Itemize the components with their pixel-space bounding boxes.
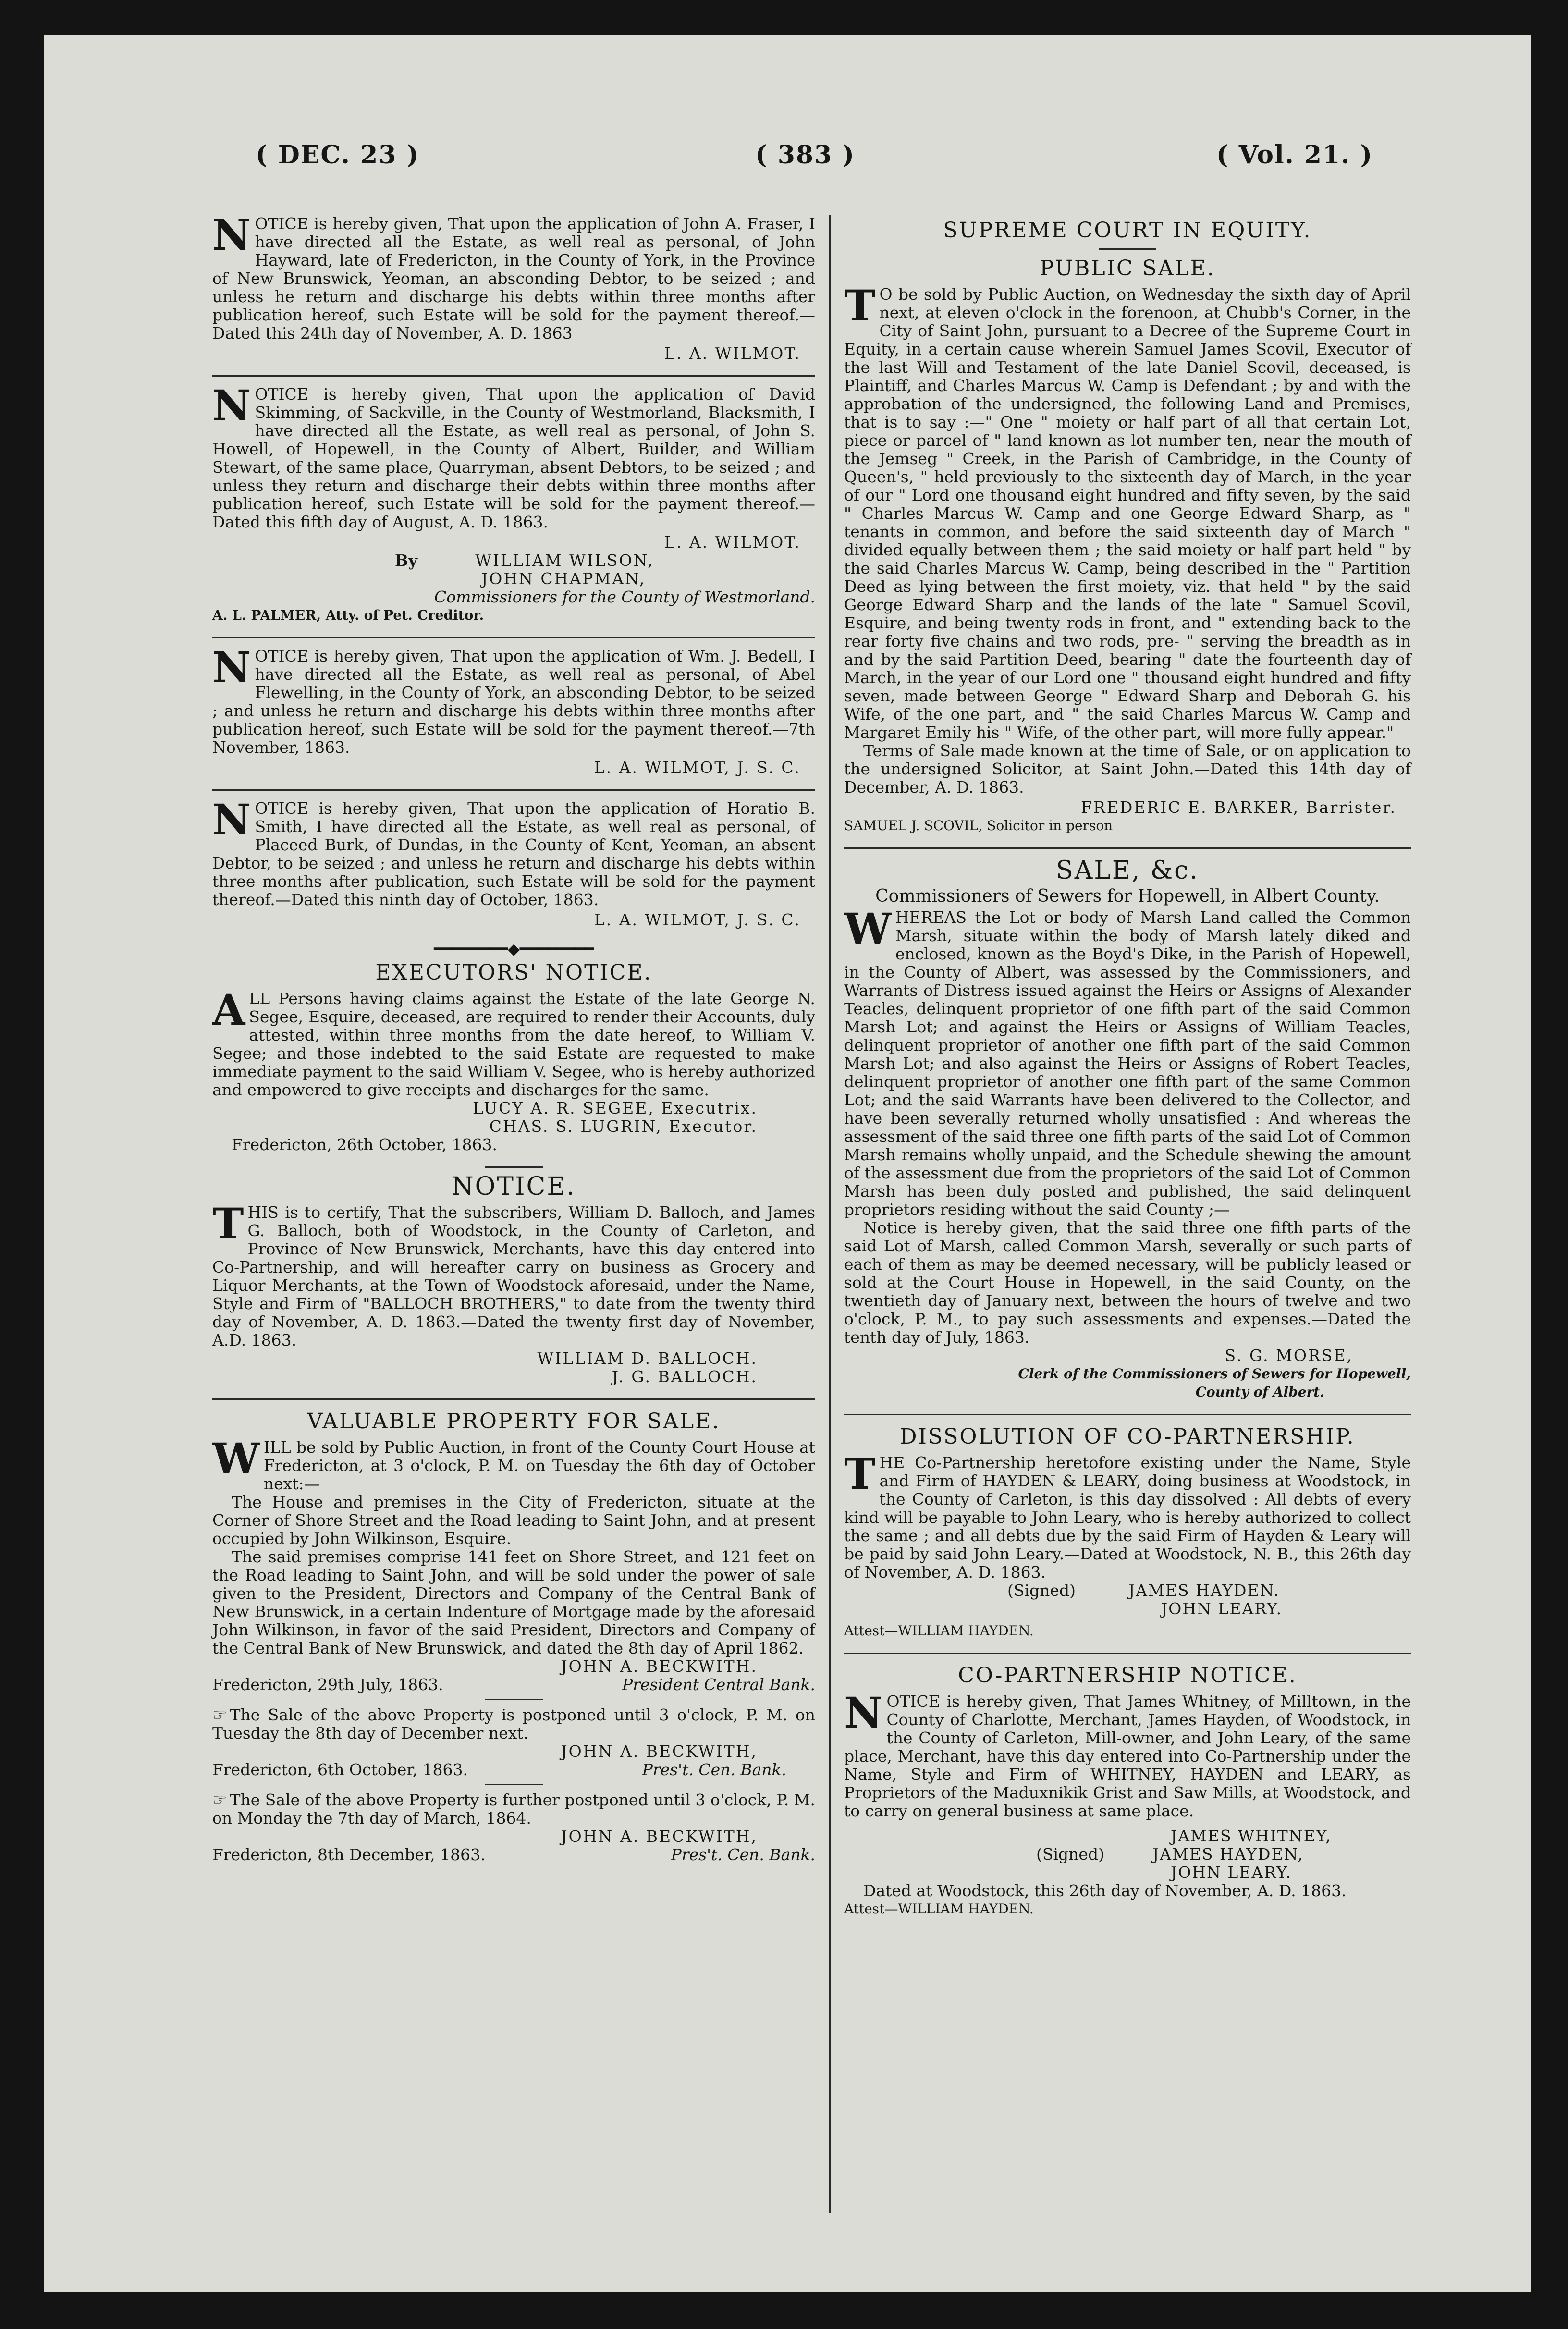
signed-label: (Signed) bbox=[1007, 1581, 1076, 1600]
dropcap: N bbox=[844, 1688, 883, 1738]
dropcap: N bbox=[212, 210, 251, 260]
dropcap: W bbox=[844, 904, 892, 954]
signature: JOHN A. BECKWITH. bbox=[561, 1657, 758, 1676]
signature-title: County of Albert. bbox=[1195, 1384, 1324, 1400]
notice-body: OTICE is hereby given, That upon the application of Wm. J. Bedell, I have directed all the Estate, as well real as personal, of Abel Flewelling, in the County of York, an absconding Debtor, to be seized ; and unless he return and discharge his debts within three months after publication hereof, such Estate will be sold for the payment thereof.—7th November, 1863. bbox=[212, 647, 815, 757]
notice-body: HE Co-Partnership heretofore existing under the Name, Style and Firm of HAYDEN & LEARY, doing business at Woodstock, in the County of Carleton, is this day dissolved : All debts of every kind will be payable to John Leary, who is hereby authorized to collect the same ; and all debts due by the said Firm of Hayden & Leary will be paid by said John Leary.—Dated at Woodstock, N. B., this 26th day of November, A. D. 1863. bbox=[844, 1453, 1411, 1581]
notice-date: Dated at Woodstock, this 26th day of November, A. D. 1863. bbox=[863, 1881, 1347, 1900]
postponement-notice: The Sale of the above Property is postponed until 3 o'clock, P. M. on Tuesday the 8th day of December next. bbox=[212, 1705, 815, 1742]
notice-body: ILL be sold by Public Auction, in front of the County Court House at Fredericton, at 3 o'clock, P. M. on Tuesday the 6th day of October next:— bbox=[263, 1438, 815, 1493]
dropcap: T bbox=[844, 281, 876, 331]
signature: JAMES WHITNEY, bbox=[1171, 1826, 1332, 1845]
attest-line: Attest—WILLIAM HAYDEN. bbox=[844, 1901, 1034, 1917]
supreme-court-sale bbox=[844, 218, 1411, 835]
dropcap: N bbox=[212, 380, 251, 430]
signature: S. G. MORSE, bbox=[1225, 1346, 1353, 1365]
commissioner-name: WILLIAM WILSON, bbox=[475, 551, 654, 570]
divider bbox=[844, 1653, 1411, 1654]
notice-date: Fredericton, 8th December, 1863. bbox=[212, 1845, 486, 1864]
signature: CHAS. S. LUGRIN, Executor. bbox=[489, 1117, 758, 1136]
signature: JAMES HAYDEN, bbox=[1152, 1845, 1304, 1863]
notice-body: LL Persons having claims against the Estate of the late George N. Segee, Esquire, deceased, are required to render their Accounts, duly attested, within three months from the date hereof, to William V. Segee; and those indebted to the said Estate are requested to make immediate payment to the said William V. Segee, who is hereby authorized and empowered to give receipts and discharges for the same. bbox=[212, 989, 815, 1099]
signature-title: Pres't. Cen. Bank. bbox=[671, 1845, 815, 1864]
signature: FREDERIC E. BARKER, Barrister. bbox=[1081, 798, 1396, 817]
section-title: CO-PARTNERSHIP NOTICE. bbox=[958, 1663, 1297, 1688]
section-subtitle: PUBLIC SALE. bbox=[1040, 256, 1215, 281]
notice-paragraph: The said premises comprise 141 feet on Shore Street, and 121 feet on the Road leading to Saint John, and will be sold under the power of sale given to the President, Directors and Company of the Central Bank of New Brunswick, in a certain Indenture of Mortgage made by the aforesaid John Wilkinson, in favor of the said President, Directors and Company of the Central Bank of New Brunswick, and dated the 8th day of April 1862. bbox=[212, 1547, 815, 1657]
section-subtitle: Commissioners of Sewers for Hopewell, in Albert County. bbox=[875, 886, 1380, 906]
copartnership-notice bbox=[844, 1663, 1411, 1918]
signature: JOHN LEARY. bbox=[1161, 1599, 1283, 1618]
notice-skimming bbox=[212, 380, 815, 625]
dropcap: T bbox=[212, 1199, 244, 1249]
section-title: EXECUTORS' NOTICE. bbox=[375, 960, 652, 985]
signature: JAMES HAYDEN. bbox=[1128, 1581, 1280, 1600]
left-column bbox=[212, 210, 815, 1876]
signature: J. G. BALLOCH. bbox=[612, 1367, 758, 1386]
notice-date: Fredericton, 26th October, 1863. bbox=[232, 1135, 497, 1154]
notice-body: HIS is to certify, That the subscribers, William D. Balloch, and James G. Balloch, both of Woodstock, in the County of Carleton, and Province of New Brunswick, Merchants, have this day entered into Co-Partnership, and will hereafter carry on business as Grocery and Liquor Merchants, at the Town of Woodstock aforesaid, under the Name, Style and Firm of "BALLOCH BROTHERS," to date from the twenty third day of November, A. D. 1863.—Dated the twenty first day of November, A.D. 1863. bbox=[212, 1203, 815, 1349]
dropcap: N bbox=[212, 642, 251, 692]
newspaper-page bbox=[44, 35, 1531, 2292]
divider bbox=[212, 375, 815, 377]
notice-smith bbox=[212, 795, 815, 929]
notice-body: OTICE is hereby given, That upon the application of Horatio B. Smith, I have directed all the Estate, as well real as personal, of Placeed Burk, of Dundas, in the County of Kent, Yeoman, an absent Debtor, to be seized ; and unless he return and discharge his debts within three months after publication, such Estate will be sold for the payment thereof.—Dated this ninth day of October, 1863. bbox=[212, 799, 815, 909]
dropcap: A bbox=[212, 985, 245, 1035]
signature: JOHN A. BECKWITH, bbox=[561, 1742, 758, 1761]
dropcap: T bbox=[844, 1449, 876, 1499]
executors-notice bbox=[212, 960, 815, 1154]
signature-title: Pres't. Cen. Bank. bbox=[642, 1760, 786, 1779]
divider bbox=[1099, 248, 1156, 250]
signed-label: (Signed) bbox=[1036, 1845, 1104, 1863]
ornament-divider: ━━━━━━━━◆━━━━━━━━ bbox=[434, 940, 594, 958]
notice-date: Fredericton, 6th October, 1863. bbox=[212, 1760, 468, 1779]
column-divider bbox=[829, 215, 831, 2213]
notice-body: OTICE is hereby given, That upon the application of David Skimming, of Sackville, in the County of Westmorland, Blacksmith, I have directed all the Estate, as well real as personal, of John S. Howell, of Hopewell, in the County of Albert, Builder, and William Stewart, of the same place, Quarryman, absent Debtors, to be seized ; and unless they return and discharge their debts within three months after publication hereof, such Estate will be sold for the payment thereof.—Dated this fifth day of August, A. D. 1863. bbox=[212, 385, 815, 531]
notice-body: OTICE is hereby given, That James Whitney, of Milltown, in the County of Charlotte, Merchant, James Hayden, of Woodstock, in the County of Carleton, Mill-owner, and John Leary, of the same place, Merchant, have this day entered into Co-Partnership under the Name, Style and Firm of WHITNEY, HAYDEN and LEARY, as Proprietors of the Maduxnikik Grist and Saw Mills, at Woodstock, and to carry on general business at same place. bbox=[844, 1692, 1411, 1820]
signature: L. A. WILMOT. bbox=[664, 344, 801, 363]
notice-body: O be sold by Public Auction, on Wednesday the sixth day of April next, at eleven o'clock in the forenoon, at Chubb's Corner, in the City of Saint John, pursuant to a Decree of the Supreme Court in Equity, in a certain cause wherein Samuel James Scovil, Executor of the last Will and Testament of the late Daniel Scovil, deceased, is Plaintiff, and Charles Marcus W. Camp is Defendant ; by and with the approbation of the undersigned, the following Land and Premises, that is to say :—" One " moiety or half part of all that certain Lot, piece or parcel of " land known as lot number ten, near the mouth of the Jemseg " Creek, in the Parish of Cambridge, in the County of Queen's, " held previously to the sixteenth day of March, in the year of our " Lord one thousand eight hundred and fifty seven, by the said " Charles Marcus W. Camp and one George Edward Sharp, as " tenants in common, and before the said sixteenth day of March " divided equally between them ; the said moiety or half part held " by the said Charles Marcus W. Camp, being described in the " Partition Deed as lying between the first moiety, viz. that held " by the said George Edward Sharp and the lands of the late " Samuel Scovil, Esquire, and being twenty rods in front, and " extending back to the rear forty five chains and two rods, pre- " serving the breadth as in and by the said Partition Deed, bearing " date the fourteenth day of March, in the year of our Lord one " thousand eight hundred and fifty seven, made between George " Edward Sharp and Deborah G. his Wife, of the one part, and " the said Charles Marcus W. Camp and Margaret Emily his " Wife, of the other part, will more fully appear." bbox=[844, 285, 1411, 742]
pointing-hand-icon: ☞ bbox=[212, 1790, 227, 1810]
notice-bedell bbox=[212, 642, 815, 777]
divider bbox=[212, 1398, 815, 1400]
commissioners-title: Commissioners for the County of Westmorland. bbox=[434, 588, 815, 606]
signature: L. A. WILMOT, J. S. C. bbox=[594, 910, 801, 929]
postponement-notice: The Sale of the above Property is further postponed until 3 o'clock, P. M. on Monday the 7th day of March, 1864. bbox=[212, 1790, 815, 1827]
sewers-sale bbox=[844, 858, 1411, 1401]
dropcap: W bbox=[212, 1434, 260, 1483]
notice-paragraph: Notice is hereby given, that the said three one fifth parts of the said Lot of Marsh, called Common Marsh, severally or such parts of each of them as may be deemed necessary, will be publicly leased or sold at the Court House in Hopewell, in the said County, on the twentieth day of January next, between the hours of twelve and two o'clock, P. M., to pay such assessments and expenses.—Dated the tenth day of July, 1863. bbox=[844, 1218, 1411, 1347]
divider bbox=[212, 637, 815, 638]
signature: L. A. WILMOT. bbox=[664, 533, 801, 552]
dropcap: N bbox=[212, 795, 251, 845]
notice-paragraph: The House and premises in the City of Fredericton, situate at the Corner of Shore Street and the Road leading to Saint John, and at present occupied by John Wilkinson, Esquire. bbox=[212, 1493, 815, 1548]
divider bbox=[212, 789, 815, 791]
attest-line: Attest—WILLIAM HAYDEN. bbox=[844, 1623, 1034, 1639]
signature: WILLIAM D. BALLOCH. bbox=[537, 1349, 758, 1368]
signature: LUCY A. R. SEGEE, Executrix. bbox=[473, 1099, 758, 1117]
solicitor-line: SAMUEL J. SCOVIL, Solicitor in person bbox=[844, 818, 1113, 834]
signature-title: President Central Bank. bbox=[622, 1675, 815, 1694]
page-number: ( 383 ) bbox=[755, 140, 855, 170]
notice-body: HEREAS the Lot or body of Marsh Land called the Common Marsh, situate within the body of Marsh lately diked and enclosed, known as the Boyd's Dike, in the Parish of Hopewell, in the County of Albert, was assessed by the Commissioners, and Warrants of Distress issued against the Heirs or Assigns of Alexander Teacles, delinquent proprietor of one fifth part of the said Common Marsh Lot; and against the Heirs or Assigns of William Teacles, delinquent proprietor of another one fifth part of the said Common Marsh Lot; and also against the Heirs or Assigns of Robert Teacles, delinquent proprietor of another one fifth part of the same Common Lot; and the said Warrants have been delivered to the Collector, and have been severally returned wholly unsatisfied : And whereas the assessment of the said three one fifth parts of the said Lot of Common Marsh remains wholly unpaid, and the Schedule shewing the amount of the assessment due from the proprietors of the said Lot of Common Marsh has been duly posted and published, the said delinquent proprietors residing without the said County ;— bbox=[844, 908, 1411, 1219]
issue-date: ( DEC. 23 ) bbox=[256, 140, 420, 170]
notice-fraser bbox=[212, 210, 815, 363]
volume-number: ( Vol. 21. ) bbox=[1216, 140, 1373, 170]
notice-body: OTICE is hereby given, That upon the application of John A. Fraser, I have directed all the Estate, as well real as personal, of John Hayward, late of Fredericton, in the County of York, in the Province of New Brunswick, Yeoman, an absconding Debtor, to be seized ; and unless he return and discharge his debts within three months after publication hereof, such Estate will be sold for the payment thereof.—Dated this 24th day of November, A. D. 1863 bbox=[212, 214, 815, 343]
section-title: DISSOLUTION OF CO-PARTNERSHIP. bbox=[900, 1424, 1355, 1449]
divider bbox=[844, 847, 1411, 849]
terms-of-sale: Terms of Sale made known at the time of Sale, or on application to the undersigned Solicitor, at Saint John.—Dated this 14th day of December, A. D. 1863. bbox=[844, 741, 1411, 797]
right-column bbox=[844, 215, 1411, 1931]
section-title: SUPREME COURT IN EQUITY. bbox=[943, 218, 1312, 243]
commissioner-name: JOHN CHAPMAN, bbox=[481, 569, 646, 588]
section-title: VALUABLE PROPERTY FOR SALE. bbox=[307, 1409, 721, 1434]
divider bbox=[485, 1699, 543, 1700]
property-sale bbox=[212, 1409, 815, 1864]
signature-title: Clerk of the Commissioners of Sewers for Hopewell, bbox=[1018, 1366, 1411, 1382]
section-title: NOTICE. bbox=[452, 1172, 576, 1201]
notice-date: Fredericton, 29th July, 1863. bbox=[212, 1675, 443, 1694]
dissolution-notice bbox=[844, 1424, 1411, 1640]
balloch-notice bbox=[212, 1174, 815, 1386]
attorney-line: A. L. PALMER, Atty. of Pet. Creditor. bbox=[212, 607, 484, 623]
signature: JOHN A. BECKWITH, bbox=[561, 1827, 758, 1846]
pointing-hand-icon: ☞ bbox=[212, 1705, 227, 1725]
divider bbox=[844, 1414, 1411, 1415]
divider bbox=[485, 1784, 543, 1785]
signature: L. A. WILMOT, J. S. C. bbox=[594, 758, 801, 777]
divider bbox=[485, 1166, 543, 1168]
signature: JOHN LEARY. bbox=[1171, 1863, 1292, 1882]
by-label: By bbox=[395, 551, 418, 570]
section-title: SALE, &c. bbox=[1056, 856, 1199, 885]
